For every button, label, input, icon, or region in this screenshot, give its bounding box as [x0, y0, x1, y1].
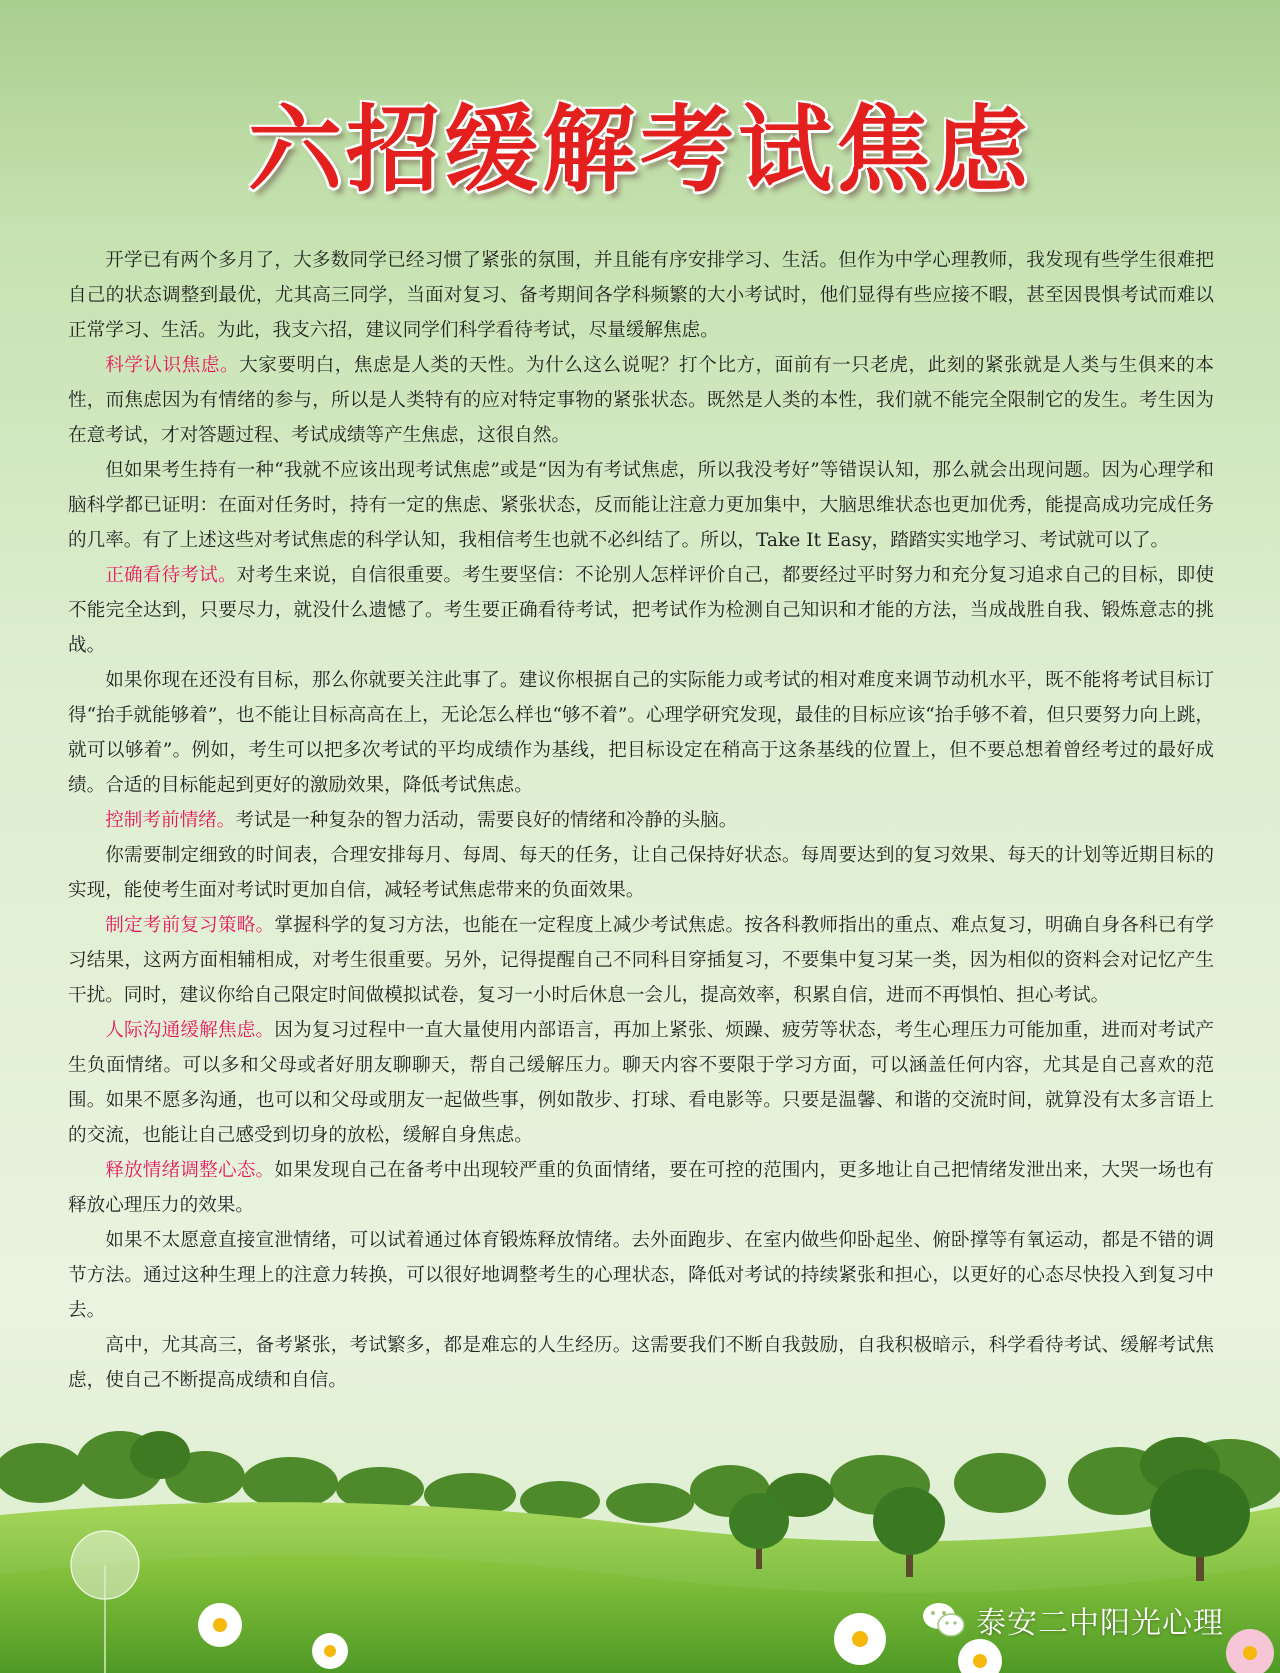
paragraph-text: 因为复习过程中一直大量使用内部语言，再加上紧张、烦躁、疲劳等状态，考生心理压力可能加重，进而对考试产生负面情绪。可以多和父母或者好朋友聊聊天，帮自己缓解压力。聊天内容不要限于学习方面，可以涵盖任何内容，尤其是自己喜欢的范围。如果不愿多沟通，也可以和父母或朋友一起做些事，例如散步、打球、看电影等。只要是温馨、和谐的交流时间，就算没有太多言语上的交流，也能让自己感受到切身的放松，缓解自身焦虑。 [68, 1020, 1214, 1146]
paragraph-text: 掌握科学的复习方法，也能在一定程度上减少考试焦虑。按各科教师指出的重点、难点复习，明确自身各科已有学习结果，这两方面相辅相成，对考生很重要。另外，记得提醒自己不同科目穿插复习，不要集中复习某一类，因为相似的资料会对记忆产生干扰。同时，建议你给自己限定时间做模拟试卷，复习一小时后休息一会儿，提高效率，积累自信，进而不再惧怕、担心考试。 [68, 915, 1214, 1006]
wechat-icon [922, 1601, 966, 1639]
section-heading: 正确看待考试。 [105, 565, 237, 586]
paragraph [68, 453, 1214, 558]
poster-title: 六招缓解考试焦虑 [247, 96, 1032, 205]
paragraph-text: 你需要制定细致的时间表，合理安排每月、每周、每天的任务，让自己保持好状态。每周要达到的复习效果、每天的计划等近期目标的实现，能使考生面对考试时更加自信，减轻考试焦虑带来的负面效果。 [68, 845, 1214, 901]
paragraph [68, 1328, 1214, 1398]
paragraph-text: 如果发现自己在备考中出现较严重的负面情绪，要在可控的范围内，更多地让自己把情绪发泄出来，大哭一场也有释放心理压力的效果。 [68, 1160, 1214, 1216]
paragraph-text: 如果不太愿意直接宣泄情绪，可以试着通过体育锻炼释放情绪。去外面跑步、在室内做些仰卧起坐、俯卧撑等有氧运动，都是不错的调节方法。通过这种生理上的注意力转换，可以很好地调整考生的心理状态，降低对考试的持续紧张和担心，以更好的心态尽快投入到复习中去。 [68, 1230, 1214, 1321]
paragraph [68, 1223, 1214, 1328]
section-heading: 释放情绪调整心态。 [105, 1160, 275, 1181]
paragraph-text: 对考生来说，自信很重要。考生要坚信：不论别人怎样评价自己，都要经过平时努力和充分复习追求自己的目标，即使不能完全达到，只要尽力，就没什么遗憾了。考生要正确看待考试，把考试作为检测自己知识和才能的方法，当成战胜自我、锻炼意志的挑战。 [68, 565, 1214, 656]
account-watermark [922, 1594, 1224, 1646]
paragraph-text: 高中，尤其高三，备考紧张，考试繁多，都是难忘的人生经历。这需要我们不断自我鼓励，自我积极暗示，科学看待考试、缓解考试焦虑，使自己不断提高成绩和自信。 [68, 1335, 1214, 1391]
paragraph [68, 1153, 1214, 1223]
paragraph-text: 开学已有两个多月了，大多数同学已经习惯了紧张的氛围，并且能有序安排学习、生活。但作为中学心理教师，我发现有些学生很难把自己的状态调整到最优，尤其高三同学，当面对复习、备考期间各学科频繁的大小考试时，他们显得有些应接不暇，甚至因畏惧考试而难以正常学习、生活。为此，我支六招，建议同学们科学看待考试，尽量缓解焦虑。 [68, 250, 1214, 341]
paragraph-text: 大家要明白，焦虑是人类的天性。为什么这么说呢？打个比方，面前有一只老虎，此刻的紧张就是人类与生俱来的本性，而焦虑因为有情绪的参与，所以是人类特有的应对特定事物的紧张状态。既然是人类的本性，我们就不能完全限制它的发生。考生因为在意考试，才对答题过程、考试成绩等产生焦虑，这很自然。 [68, 355, 1214, 446]
paragraph [68, 243, 1214, 348]
paragraph [68, 803, 1214, 838]
section-heading: 科学认识焦虑。 [105, 355, 240, 376]
paragraph [68, 908, 1214, 1013]
paragraph [68, 838, 1214, 908]
paragraph [68, 663, 1214, 803]
section-heading: 人际沟通缓解焦虑。 [105, 1020, 275, 1041]
article-body [68, 243, 1214, 1398]
paragraph-text: 但如果考生持有一种“我就不应该出现考试焦虑”或是“因为有考试焦虑，所以我没考好”等错误认知，那么就会出现问题。因为心理学和脑科学都已证明：在面对任务时，持有一定的焦虑、紧张状态，反而能让注意力更加集中，大脑思维状态也更加优秀，能提高成功完成任务的几率。有了上述这些对考试焦虑的科学认知，我相信考生也就不必纠结了。所以，Take It Easy，踏踏实实地学习、考试就可以了。 [68, 460, 1214, 551]
paragraph [68, 348, 1214, 453]
section-heading: 控制考前情绪。 [105, 810, 236, 831]
paragraph [68, 1013, 1214, 1153]
paragraph-text: 如果你现在还没有目标，那么你就要关注此事了。建议你根据自己的实际能力或考试的相对难度来调节动机水平，既不能将考试目标订得“抬手就能够着”，也不能让目标高高在上，无论怎么样也“够不着”。心理学研究发现，最佳的目标应该“抬手够不着，但只要努力向上跳，就可以够着”。例如，考生可以把多次考试的平均成绩作为基线，把目标设定在稍高于这条基线的位置上，但不要总想着曾经考过的最好成绩。合适的目标能起到更好的激励效果，降低考试焦虑。 [68, 670, 1214, 796]
watermark-text: 泰安二中阳光心理 [976, 1606, 1224, 1641]
paragraph [68, 558, 1214, 663]
paragraph-text: 考试是一种复杂的智力活动，需要良好的情绪和冷静的头脑。 [235, 810, 738, 831]
section-heading: 制定考前复习策略。 [105, 915, 275, 936]
